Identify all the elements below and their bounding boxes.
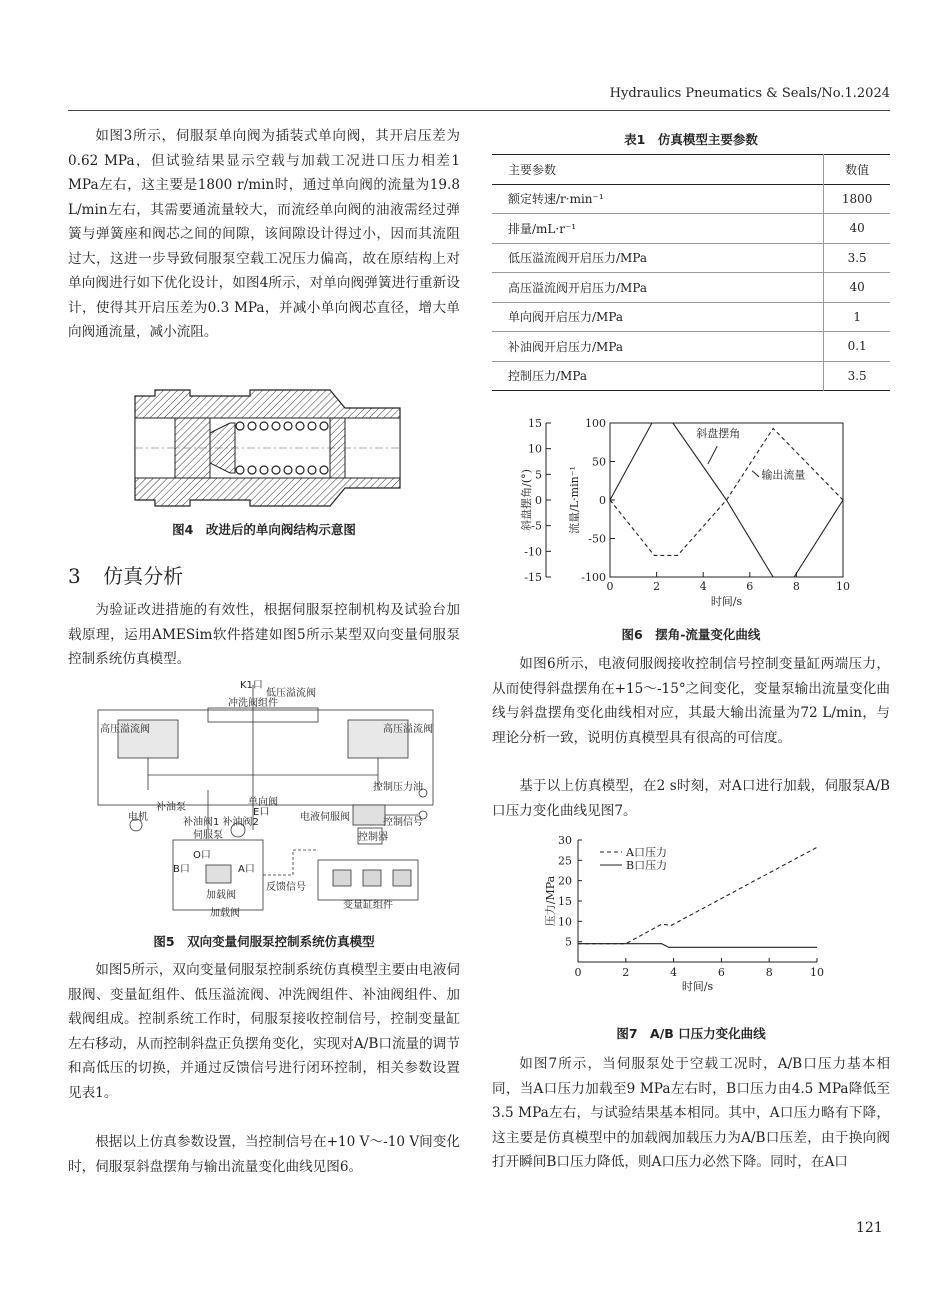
paragraph: 基于以上仿真模型，在2 s时刻，对A口进行加载，伺服泵A/B口压力变化曲线见图7。 — [492, 778, 890, 819]
figure-6-caption: 图6 摆角-流量变化曲线 — [621, 627, 761, 642]
paragraph: 根据以上仿真参数设置，当控制信号在+10 V～-10 V间变化时，伺服泵斜盘摆角与输出流量变化曲线见图6。 — [68, 1134, 460, 1175]
paragraph: 为验证改进措施的有效性，根据伺服泵控制机构及试验台加载原理，运用AMESim软件搭建如图5所示某型双向变量伺服泵控制系统仿真模型。 — [68, 602, 460, 667]
right-axis-tick-label: 0 — [599, 494, 606, 507]
system-schematic — [88, 680, 448, 920]
x-axis-tick-label: 8 — [765, 966, 773, 979]
param-name-cell: 补油阀开启压力/MPa — [492, 332, 824, 362]
paragraph: 如图5所示，双向变量伺服泵控制系统仿真模型主要由电液伺服阀、变量缸组件、低压溢流阀、冲洗阀组件、补油阀组件、加载阀组成。控制系统工作时，伺服泵接收控制信号，控制变量缸左右移动，从而控制斜盘正负摆角变化，实现对A/B口流量的调节和高低压的切换，并通过反馈信号进行闭环控制，相关参数设置见表1。 — [68, 962, 460, 1101]
figure-7 — [540, 832, 840, 1012]
table-row — [492, 273, 890, 303]
paragraph-intro — [68, 598, 460, 672]
table-row — [492, 361, 890, 391]
paragraph: 如图7所示，当伺服泵处于空载工况时，A/B口压力基本相同，当A口压力加载至9 MPa左右时，B口压力由4.5 MPa降低至3.5 MPa左右，与试验结果基本相同。其中，A口压力略有下降，这主要是仿真模型中的加载阀加载压力为A/B口压差，由于换向阀打开瞬间B口压力降低，则A口压力必然下降。同时，在A口 — [492, 1056, 890, 1170]
param-value-cell: 1 — [853, 309, 861, 324]
table-row — [492, 302, 890, 332]
left-axis-tick-label: 15 — [528, 417, 542, 430]
port-pressure-chart — [540, 832, 840, 1012]
param-value-cell: 40 — [849, 280, 865, 295]
label-motor: 电机 — [128, 812, 148, 823]
param-name-cell: 排量/mL·r⁻¹ — [492, 214, 824, 244]
page-number: 121 — [856, 1220, 883, 1236]
swing-angle-flow-chart — [518, 410, 863, 620]
x-axis-label: 时间/s — [710, 595, 743, 608]
legend-label: B口压力 — [626, 859, 668, 872]
table-header-cell: 主要参数 — [492, 155, 824, 185]
x-axis-tick-label: 10 — [836, 580, 850, 593]
series-line-b-port — [578, 944, 817, 948]
figure-4-caption: 图4 改进后的单向阀结构示意图 — [172, 522, 356, 537]
section-title: 仿真分析 — [103, 564, 184, 588]
label-e-port: E口 — [253, 807, 270, 818]
left-axis-tick-label: -15 — [524, 571, 542, 584]
label-control-oil: 控制压力油 — [373, 782, 423, 793]
label-controller: 控制器 — [358, 832, 388, 843]
table-1 — [492, 154, 890, 391]
paragraph: 如图6所示，电液伺服阀接收控制信号控制变量缸两端压力，从而使得斜盘摆角在+15～-15°之间变化，变量泵输出流量变化曲线与斜盘摆角变化曲线相对应，其最大输出流量为72 L/min，与理论分析一致，说明仿真模型具有很高的可信度。 — [492, 656, 890, 746]
x-axis-tick-label: 6 — [746, 580, 754, 593]
label-feedback: 反馈信号 — [266, 882, 306, 893]
running-header: Hydraulics Pneumatics & Seals/No.1.2024 — [609, 86, 890, 101]
y-axis-tick-label: 20 — [558, 874, 572, 888]
left-axis-tick-label: 10 — [528, 442, 542, 456]
y-axis-tick-label: 15 — [558, 895, 572, 908]
paragraph-model-description — [68, 958, 460, 1105]
param-name-cell: 控制压力/MPa — [492, 361, 824, 391]
x-axis-tick-label: 2 — [653, 580, 661, 593]
x-axis-tick-label: 4 — [670, 966, 678, 979]
y-axis-label-left: 斜盘摆角/(°) — [520, 469, 533, 531]
y-axis-tick-label: 5 — [565, 935, 572, 949]
param-name-cell: 高压溢流阀开启压力/MPa — [492, 273, 824, 303]
x-axis-tick-label: 0 — [606, 580, 614, 593]
label-b-port: B口 — [173, 864, 190, 875]
y-axis-tick-label: 30 — [558, 834, 572, 847]
params-table — [492, 154, 890, 391]
label-load-valve-bottom: 加载阀 — [210, 908, 240, 919]
table-header-cell: 数值 — [845, 162, 870, 177]
label-servo-valve: 电液伺服阀 — [300, 812, 350, 823]
x-axis-tick-label: 0 — [574, 966, 582, 979]
y-axis-tick-label: 25 — [558, 854, 572, 868]
table-row — [492, 243, 890, 273]
label-k1: K1口 — [240, 680, 263, 691]
paragraph-loading — [492, 774, 890, 823]
check-valve-drawing — [130, 388, 410, 508]
section-heading — [68, 560, 183, 589]
figure-5-caption: 图5 双向变量伺服泵控制系统仿真模型 — [153, 934, 375, 949]
table-header-row — [492, 155, 890, 185]
figure-7-caption: 图7 A/B 口压力变化曲线 — [616, 1026, 766, 1041]
label-a-port: A口 — [238, 864, 255, 875]
annotation-output-flow: 输出流量 — [761, 468, 806, 482]
param-name-cell: 单向阀开启压力/MPa — [492, 302, 824, 332]
left-axis-tick-label: -10 — [524, 545, 542, 559]
x-axis-tick-label: 10 — [810, 966, 824, 979]
label-check: 单向阀 — [248, 797, 278, 808]
annotation-swing-angle: 斜盘摆角 — [696, 426, 741, 440]
x-axis-tick-label: 8 — [792, 580, 800, 593]
figure-5 — [88, 680, 448, 920]
label-high-relief-right: 高压溢流阀 — [383, 724, 433, 735]
param-value-cell: 0.1 — [847, 339, 867, 354]
label-servo-pump: 伺服泵 — [193, 830, 223, 841]
label-charge-pump: 补油泵 — [156, 802, 186, 813]
table-1-title: 表1 仿真模型主要参数 — [624, 132, 758, 147]
param-name-cell: 低压溢流阀开启压力/MPa — [492, 243, 824, 273]
y-axis-tick-label: 10 — [558, 915, 572, 929]
param-value-cell: 1800 — [841, 191, 873, 206]
param-name-cell: 额定转速/r·min⁻¹ — [492, 184, 824, 214]
figure-6 — [518, 410, 863, 620]
right-axis-tick-label: -100 — [581, 571, 606, 584]
label-control-signal: 控制信号 — [383, 817, 423, 828]
left-axis-tick-label: 5 — [535, 468, 542, 482]
right-axis-tick-label: 50 — [592, 455, 606, 469]
y-axis-label-right: 流量/L·min⁻¹ — [568, 466, 581, 534]
left-axis-tick-label: -5 — [531, 519, 542, 533]
table-row — [492, 332, 890, 362]
right-axis-tick-label: 100 — [585, 417, 606, 430]
label-charge-valve: 补油阀1 补油阀2 — [183, 817, 259, 828]
annotation-leader — [708, 446, 717, 464]
left-axis-tick-label: 0 — [535, 494, 542, 507]
param-value-cell: 40 — [849, 221, 865, 236]
paragraph-fig6 — [492, 652, 890, 750]
paragraph: 如图3所示，伺服泵单向阀为插装式单向阀，其开启压差为0.62 MPa，但试验结果显示空载与加载工况进口压力相差1 MPa左右，这主要是1800 r/min时，通过单向阀的流量为19.8 L/min左右，其需要通流量较大，而流经单向阀的油液需经过弹簧与弹簧座和阀芯之间的间隙，该间隙设计得过小，因而其流阻过大，这进一步导致伺服泵空载工况压力偏高，故在原结构上对单向阀进行如下优化设计，如图4所示，对单向阀弹簧进行重新设计，使得其开启压差为0.3 MPa，并减小单向阀芯直径，增大单向阀通流量，减小流阻。 — [68, 128, 460, 340]
legend-label: A口压力 — [626, 846, 667, 859]
param-value-cell: 3.5 — [847, 368, 867, 383]
table-row — [492, 214, 890, 244]
label-load-valve-top: 加载阀 — [206, 890, 236, 901]
header-rule — [68, 110, 890, 111]
y-axis-label: 压力/MPa — [544, 875, 557, 927]
right-axis-tick-label: -50 — [588, 532, 606, 546]
table-row — [492, 184, 890, 214]
paragraph-check-valve — [68, 124, 460, 345]
section-number: 3 — [68, 564, 81, 588]
param-value-cell: 3.5 — [847, 250, 867, 265]
label-cylinder: 变量缸组件 — [343, 900, 393, 911]
x-axis-tick-label: 4 — [699, 580, 707, 593]
label-high-relief-left: 高压溢流阀 — [100, 724, 150, 735]
label-low-relief: 低压溢流阀 — [266, 688, 316, 699]
series-line-a-port — [578, 847, 817, 943]
series-line-output-flow — [610, 428, 843, 555]
paragraph-signal — [68, 1130, 460, 1179]
paragraph-fig7 — [492, 1052, 890, 1175]
x-axis-tick-label: 6 — [717, 966, 725, 979]
annotation-leader — [752, 471, 759, 477]
label-flush: 冲洗阀组件 — [228, 698, 278, 709]
x-axis-tick-label: 2 — [622, 966, 630, 979]
label-o-port: O口 — [193, 850, 211, 861]
x-axis-label: 时间/s — [681, 980, 714, 993]
figure-4 — [130, 388, 410, 508]
